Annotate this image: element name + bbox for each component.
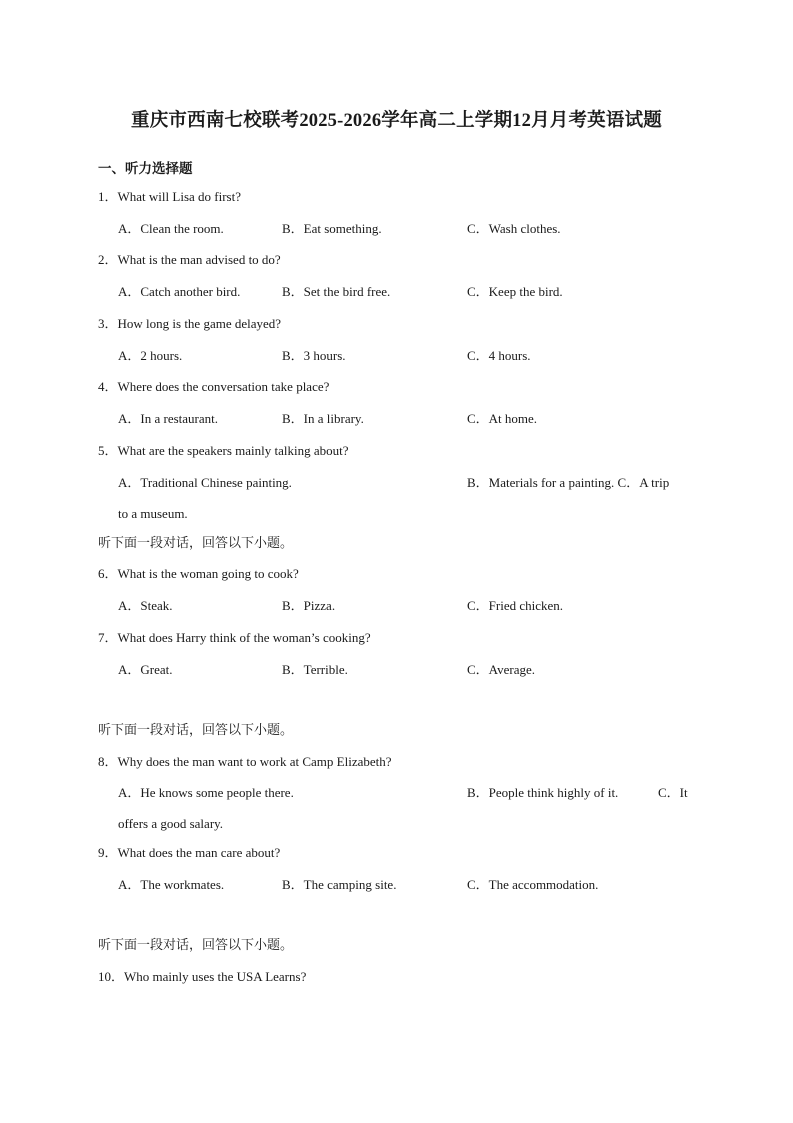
option-a: A．Clean the room.: [118, 221, 224, 236]
option-a: A．Traditional Chinese painting.: [118, 475, 292, 490]
question-10: [98, 969, 306, 985]
question-number: 8．: [98, 754, 118, 769]
question-6: [98, 566, 299, 582]
question-number: 1．: [98, 189, 118, 204]
option-a: A．Catch another bird.: [118, 284, 241, 299]
question-text: Why does the man want to work at Camp Elizabeth?: [117, 754, 392, 769]
option-b: B．Set the bird free.: [282, 284, 391, 299]
option-c: C．Average.: [467, 662, 535, 677]
question-text: What are the speakers mainly talking about?: [117, 443, 349, 458]
option-a: A．2 hours.: [118, 348, 183, 363]
question-text: What is the man advised to do?: [117, 252, 281, 267]
option-c: C．The accommodation.: [467, 877, 599, 892]
option-b: B．Pizza.: [282, 598, 336, 613]
question-number: 6．: [98, 566, 118, 581]
question-number: 2．: [98, 252, 118, 267]
option-a: A．The workmates.: [118, 877, 225, 892]
question-5: [98, 443, 349, 459]
option-c: C．4 hours.: [467, 348, 531, 363]
question-1: [98, 189, 241, 205]
question-text: What is the woman going to cook?: [117, 566, 299, 581]
question-8: [98, 754, 392, 770]
question-number: 5．: [98, 443, 118, 458]
listening-instruction: 听下面一段对话，回答以下小题。: [98, 722, 294, 737]
option-a: A．Great.: [118, 662, 173, 677]
option-c: C．At home.: [467, 411, 538, 426]
question-number: 4．: [98, 379, 118, 394]
option-b: B．Eat something.: [282, 221, 382, 236]
question-3: [98, 316, 281, 332]
section-heading: 一、听力选择题: [98, 161, 193, 176]
listening-instruction: 听下面一段对话，回答以下小题。: [98, 535, 294, 550]
option-b: B．Materials for a painting. C．A trip: [467, 475, 670, 490]
listening-instruction: 听下面一段对话，回答以下小题。: [98, 937, 294, 952]
option-c: C．Keep the bird.: [467, 284, 563, 299]
option-c-continued: to a museum.: [118, 506, 188, 521]
option-c: C．Wash clothes.: [467, 221, 561, 236]
option-a: A．He knows some people there.: [118, 785, 294, 800]
question-text: What does the man care about?: [117, 845, 281, 860]
question-number: 9．: [98, 845, 118, 860]
question-number: 7．: [98, 630, 118, 645]
option-b: B．3 hours.: [282, 348, 346, 363]
option-c: C．Fried chicken.: [467, 598, 564, 613]
question-text: What does Harry think of the woman’s cooking?: [117, 630, 371, 645]
option-c-continued: offers a good salary.: [118, 816, 224, 831]
question-number: 10．: [98, 969, 125, 984]
option-a: A．In a restaurant.: [118, 411, 218, 426]
question-text: What will Lisa do first?: [117, 189, 241, 204]
question-number: 3．: [98, 316, 118, 331]
option-b: B．In a library.: [282, 411, 364, 426]
question-7: [98, 630, 371, 646]
option-a: A．Steak.: [118, 598, 173, 613]
question-text: Who mainly uses the USA Learns?: [124, 969, 307, 984]
document-title: 重庆市西南七校联考2025-2026学年高二上学期12月月考英语试题: [131, 111, 662, 131]
question-text: How long is the game delayed?: [117, 316, 282, 331]
option-b: B．Terrible.: [282, 662, 348, 677]
question-9: [98, 845, 280, 861]
option-b: B．The camping site.: [282, 877, 397, 892]
question-2: [98, 252, 281, 268]
option-c: C．It: [658, 785, 688, 800]
question-4: [98, 379, 329, 395]
option-b: B．People think highly of it.: [467, 785, 619, 800]
question-text: Where does the conversation take place?: [117, 379, 330, 394]
